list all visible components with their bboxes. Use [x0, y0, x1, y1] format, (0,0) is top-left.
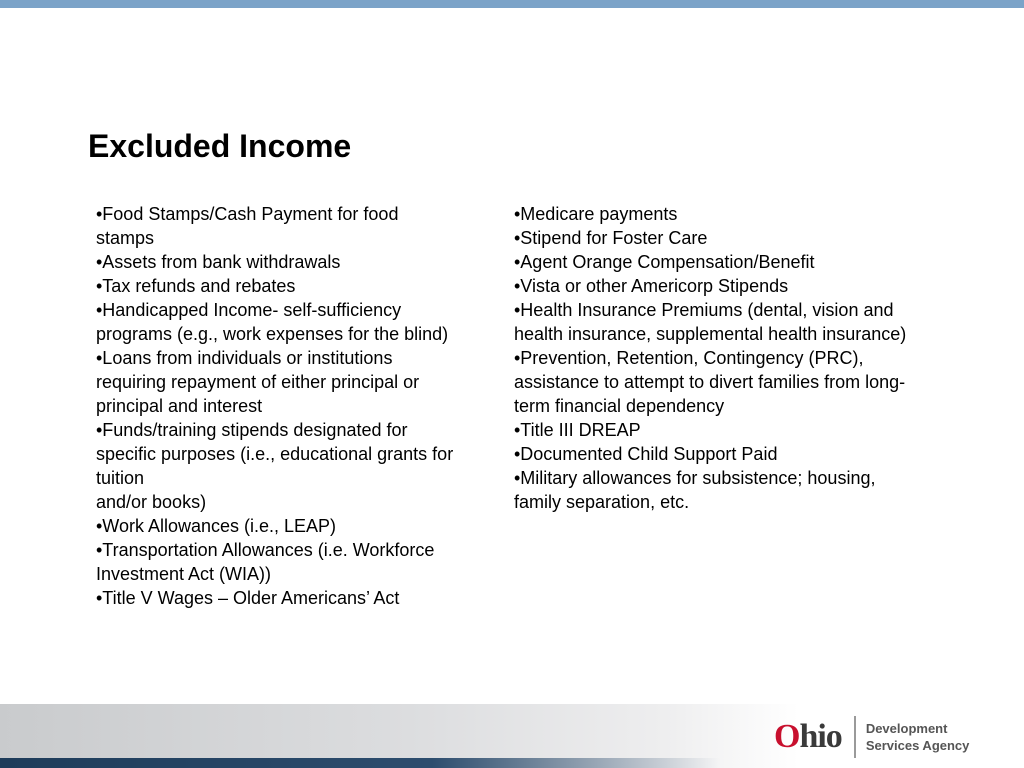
slide-title: Excluded Income [88, 128, 352, 164]
list-item: •Handicapped Income- self-sufficiency programs (e.g., work expenses for the blind) [96, 300, 449, 344]
logo-subtitle [866, 720, 970, 754]
list-item: •Documented Child Support Paid [514, 444, 778, 464]
list-item: •Stipend for Foster Care [514, 228, 708, 248]
list-item: •Prevention, Retention, Contingency (PRC), assistance to attempt to divert families from long- term financial dependency [514, 348, 906, 416]
list-item: •Vista or other Americorp Stipends [514, 276, 789, 296]
list-item: •Transportation Allowances (i.e. Workforce Investment Act (WIA)) [96, 540, 435, 584]
list-item: •Military allowances for subsistence; housing, family separation, etc. [514, 468, 876, 512]
logo-divider [854, 716, 856, 758]
list-item: •Assets from bank withdrawals [96, 252, 341, 272]
left-bullet-list [96, 202, 496, 610]
list-item: •Agent Orange Compensation/Benefit [514, 252, 815, 272]
right-bullet-list [514, 202, 954, 514]
list-item: •Funds/training stipends designated for specific purposes (i.e., educational grants for tuition and/or books) [96, 420, 454, 512]
logo-subtitle-line1: Development [865, 721, 948, 736]
list-item: •Health Insurance Premiums (dental, vision and health insurance, supplemental health insurance) [514, 300, 907, 344]
list-item: •Loans from individuals or institutions requiring repayment of either principal or principal and interest [96, 348, 420, 416]
list-item: •Work Allowances (i.e., LEAP) [96, 516, 337, 536]
logo-wordmark-rest: hio [799, 718, 842, 755]
list-item: •Title III DREAP [514, 420, 641, 440]
logo-wordmark-o: O [774, 718, 800, 755]
list-item: •Tax refunds and rebates [96, 276, 296, 296]
list-item: •Food Stamps/Cash Payment for food stamps [96, 204, 399, 248]
logo-wordmark [774, 717, 842, 757]
list-item: •Title V Wages – Older Americans’ Act [96, 588, 400, 608]
top-accent-bar [0, 0, 1024, 8]
logo-subtitle-line2: Services Agency [865, 738, 970, 753]
footer-strip [0, 758, 720, 768]
ohio-development-services-agency-logo [774, 714, 969, 760]
list-item: •Medicare payments [514, 204, 678, 224]
